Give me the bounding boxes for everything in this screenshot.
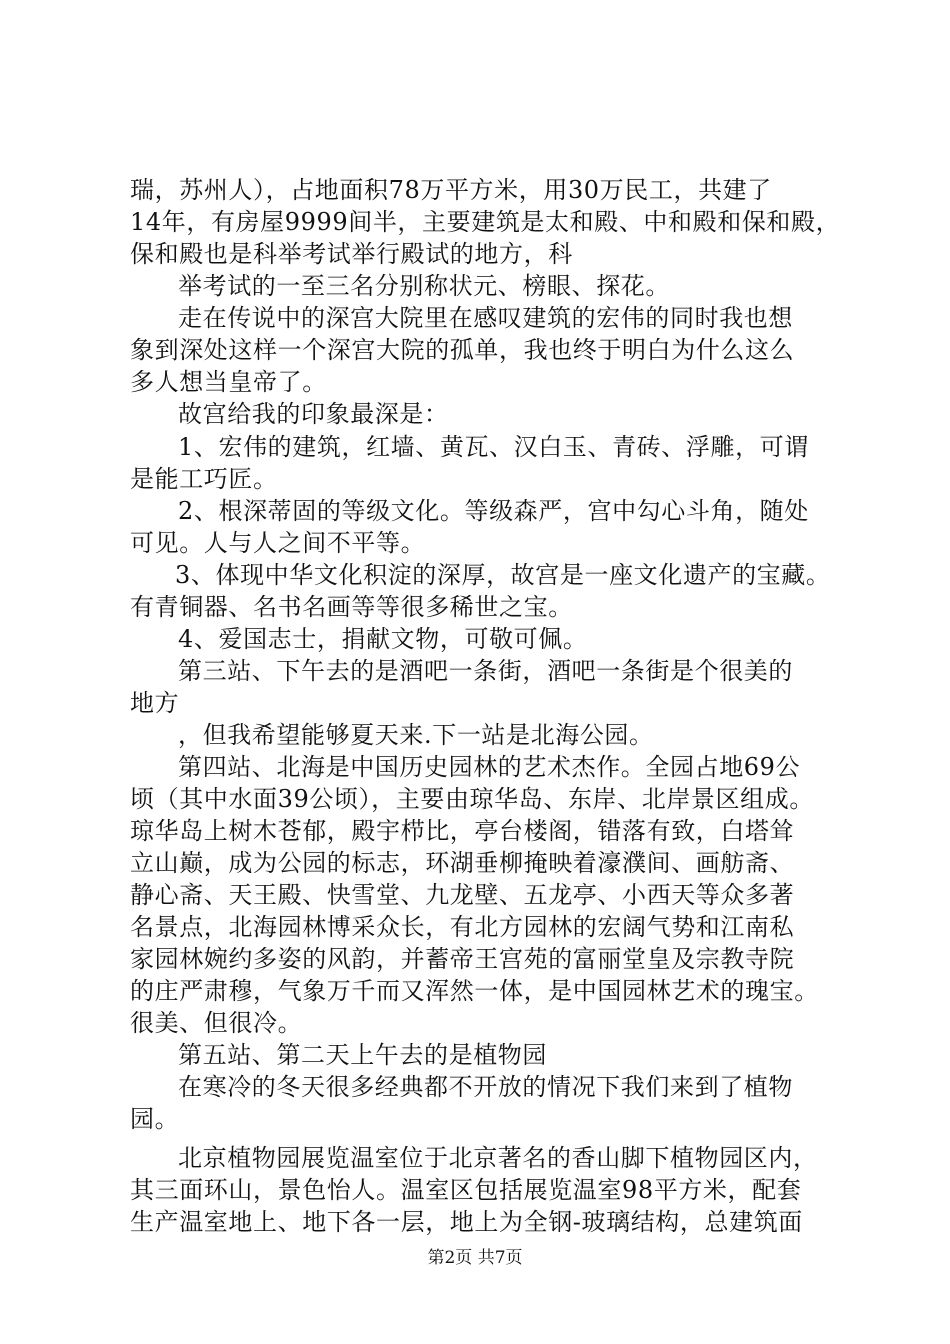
text-line: 琼华岛上树木苍郁，殿宇栉比，亭台楼阁，错落有致，白塔耸 [130, 817, 795, 845]
text-line: 2、根深蒂固的等级文化。等级森严，宫中勾心斗角，随处 [178, 497, 809, 525]
text-line: 举考试的一至三名分别称状元、榜眼、探花。 [178, 272, 670, 300]
text-line: 1、宏伟的建筑，红墙、黄瓦、汉白玉、青砖、浮雕，可谓 [178, 433, 809, 461]
text-line: 第五站、第二天上午去的是植物园 [178, 1041, 547, 1069]
text-line: 名景点，北海园林博采众长，有北方园林的宏阔气势和江南私 [130, 913, 795, 941]
text-line: 是能工巧匠。 [130, 465, 278, 493]
page-footer: 第2页 共7页 [427, 1248, 523, 1268]
text-line: ，但我希望能够夏天来.下一站是北海公园。 [178, 721, 654, 749]
text-line: 静心斋、天王殿、快雪堂、九龙壁、五龙亭、小西天等众多著 [130, 881, 795, 909]
text-line: 其三面环山，景色怡人。温室区包括展览温室98平方米，配套 [130, 1176, 802, 1204]
text-line: 很美、但很冷。 [130, 1009, 303, 1037]
text-line: 园。 [130, 1105, 180, 1133]
text-line: 第四站、北海是中国历史园林的艺术杰作。全园占地69公 [178, 753, 801, 781]
text-line: 3、体现中华文化积淀的深厚，故宫是一座文化遗产的宝藏。 [175, 561, 831, 589]
text-line: 立山巅，成为公园的标志，环湖垂柳掩映着濠濮间、画舫斋、 [130, 849, 795, 877]
text-line: 的庄严肃穆，气象万千而又浑然一体，是中国园林艺术的瑰宝。 [130, 977, 819, 1005]
text-line: 故宫给我的印象最深是： [178, 400, 449, 428]
text-line: 家园林婉约多姿的风韵，并蓄帝王宫苑的富丽堂皇及宗教寺院 [130, 945, 795, 973]
text-line: 有青铜器、名书名画等等很多稀世之宝。 [130, 593, 573, 621]
text-line: 可见。人与人之间不平等。 [130, 529, 426, 557]
text-line: 4、爱国志士，捐献文物，可敬可佩。 [178, 625, 588, 653]
text-line: 地方 [130, 689, 180, 717]
text-line: 顷（其中水面39公顷），主要由琼华岛、东岸、北岸景区组成。 [130, 785, 814, 813]
text-line: 第三站、下午去的是酒吧一条街，酒吧一条街是个很美的 [178, 657, 793, 685]
text-line: 生产温室地上、地下各一层，地上为全钢-玻璃结构，总建筑面 [130, 1208, 803, 1236]
text-line: 多人想当皇帝了。 [130, 368, 327, 396]
text-line: 保和殿也是科举考试举行殿试的地方，科 [130, 240, 573, 268]
text-line: 象到深处这样一个深宫大院的孤单，我也终于明白为什么这么 [130, 336, 795, 364]
text-line: 北京植物园展览温室位于北京著名的香山脚下植物园区内， [178, 1144, 818, 1172]
text-line: 走在传说中的深宫大院里在感叹建筑的宏伟的同时我也想 [178, 304, 793, 332]
text-line: 在寒冷的冬天很多经典都不开放的情况下我们来到了植物 [178, 1073, 793, 1101]
text-line: 瑞，苏州人），占地面积78万平方米，用30万民工，共建了 [130, 176, 772, 204]
text-line: 14年，有房屋9999间半，主要建筑是太和殿、中和殿和保和殿， [130, 208, 841, 236]
